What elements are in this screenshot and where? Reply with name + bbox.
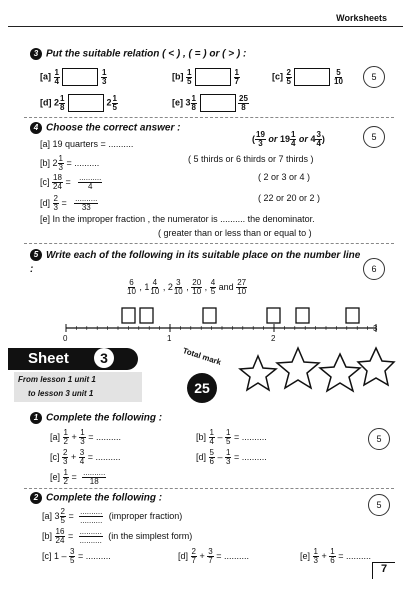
header-bar xyxy=(0,10,411,26)
q3-number-icon: 3 xyxy=(30,48,42,60)
tick-label-3: 3 xyxy=(373,324,378,333)
q3-item-d: [d] 2 $\frac{1}{8}$ 2 $\frac{1}{5}$ xyxy=(40,93,117,112)
lesson-from: From lesson 1 unit 1 xyxy=(18,375,96,384)
number-line xyxy=(60,300,380,348)
s1-d: [d] $\frac{5}{6}$ – $\frac{1}{3}$ = .......... xyxy=(196,448,267,466)
tick-label-0: 0 xyxy=(63,334,68,343)
q3-a-answer-box[interactable] xyxy=(62,68,98,86)
q3-e-answer-box[interactable] xyxy=(200,94,236,112)
q3-item-e: [e] 3 $\frac{1}{8}$ $\frac{25}{8}$ xyxy=(172,93,248,112)
s2-title: 2 Complete the following : xyxy=(30,492,162,504)
tick-label-2: 2 xyxy=(271,334,276,343)
s1-e: [e] $\frac{1}{2}$ = $\frac{..........}{18}$ xyxy=(50,468,106,486)
number-line-svg xyxy=(60,300,380,348)
s1-mark-badge: 5 xyxy=(368,428,390,450)
q5-title: 5 Write each of the following in its suitable place on the number line : xyxy=(30,250,361,275)
sheet-word: Sheet xyxy=(28,350,69,367)
q3-d-answer-box[interactable] xyxy=(68,94,104,112)
q3-c-answer-box[interactable] xyxy=(294,68,330,86)
q3-b-answer-box[interactable] xyxy=(195,68,231,86)
q4-b-choices: ( 5 thirds or 6 thirds or 7 thirds ) xyxy=(188,154,314,164)
q3-item-b: [b] $\frac{1}{5}$ $\frac{1}{7}$ xyxy=(172,67,239,86)
s1-title: 1 Complete the following : xyxy=(30,412,162,424)
q5-mark-badge: 6 xyxy=(363,258,385,280)
q3-title xyxy=(30,48,246,60)
q3-mark-badge: 5 xyxy=(363,66,385,88)
page-number: 7 xyxy=(372,562,395,579)
divider xyxy=(24,243,394,244)
q5-values: $\frac{6}{10}$ , 1 $\frac{4}{10}$ , 2 $\frac{3}{10}$ , $\frac{20}{10}$ , $\frac{4}{5}$ and $\frac{27}{10}$ xyxy=(127,278,247,296)
q4-mark-badge: 5 xyxy=(363,126,385,148)
s2-a: [a] 3 $\frac{2}{5}$ = $\frac{..........}{..........}$ (improper fraction) xyxy=(42,507,183,525)
divider xyxy=(24,117,394,118)
s2-mark-badge: 5 xyxy=(368,494,390,516)
q4-e-choices: ( greater than or less than or equal to ) xyxy=(158,228,312,238)
s1-a: [a] $\frac{1}{2}$ + $\frac{1}{3}$ = .......... xyxy=(50,428,121,446)
header-rule xyxy=(8,26,403,27)
s2-e: [e] $\frac{1}{3}$ + $\frac{1}{6}$ = .......... xyxy=(300,547,371,565)
sheet-number: 3 xyxy=(94,348,114,368)
sheet-lesson-box xyxy=(14,372,142,402)
q4-a-question: [a] 19 quarters = .......... xyxy=(40,139,134,149)
star-icon xyxy=(277,348,319,388)
lesson-to: to lesson 3 unit 1 xyxy=(28,389,94,398)
q4-e-question: [e] In the improper fraction , the numerator is .......... the denominator. xyxy=(40,214,315,224)
s1-b: [b] $\frac{1}{4}$ – $\frac{1}{5}$ = .......... xyxy=(196,428,267,446)
tick-label-1: 1 xyxy=(167,334,172,343)
q4-d-question: [d] $\frac{2}{3}$ = $\frac{..........}{33}$ xyxy=(40,194,98,212)
s2-d: [d] $\frac{2}{7}$ + $\frac{3}{7}$ = .......... xyxy=(178,547,249,565)
q4-number-icon: 4 xyxy=(30,122,42,134)
s2-c: [c] 1 – $\frac{3}{5}$ = .......... xyxy=(42,547,111,565)
divider xyxy=(24,488,394,489)
q4-c-choices: ( 2 or 3 or 4 ) xyxy=(258,172,311,182)
q5-number-icon: 5 xyxy=(30,249,42,261)
total-mark-label: Total mark xyxy=(181,346,223,367)
q4-b-question: [b] 2 $\frac{1}{3}$ = .......... xyxy=(40,154,100,172)
q3-item-a: [a] $\frac{1}{4}$ $\frac{1}{3}$ xyxy=(40,67,107,86)
star-icon xyxy=(320,354,360,391)
star-icon xyxy=(240,356,276,390)
sheet-banner xyxy=(8,348,138,370)
q4-c-question: [c] $\frac{18}{24}$ = $\frac{..........}{4}$ xyxy=(40,173,102,191)
star-icon xyxy=(358,348,394,385)
total-mark-badge xyxy=(180,346,224,406)
total-mark-value: 25 xyxy=(194,380,210,396)
q3-item-c: [c] $\frac{2}{5}$ $\frac{5}{10}$ xyxy=(272,67,343,86)
q4-title: 4 Choose the correct answer : xyxy=(30,122,180,134)
s2-number-icon: 2 xyxy=(30,492,42,504)
rating-stars xyxy=(236,342,396,398)
s1-number-icon: 1 xyxy=(30,412,42,424)
s1-c: [c] $\frac{2}{3}$ + $\frac{3}{4}$ = .......... xyxy=(50,448,121,466)
s2-b: [b] $\frac{16}{24}$ = $\frac{..........}{..........}$ (in the simplest form) xyxy=(42,527,193,545)
q3-title-text: Put the suitable relation ( < ) , ( = ) or ( > ) : xyxy=(46,48,247,60)
q4-a-choices: ( $\frac{19}{3}$ or 19 $\frac{1}{4}$ or 4 $\frac{3}{4}$ ) xyxy=(252,130,325,148)
q4-d-choices: ( 22 or 20 or 2 ) xyxy=(258,193,321,203)
header-title: Worksheets xyxy=(336,13,387,23)
